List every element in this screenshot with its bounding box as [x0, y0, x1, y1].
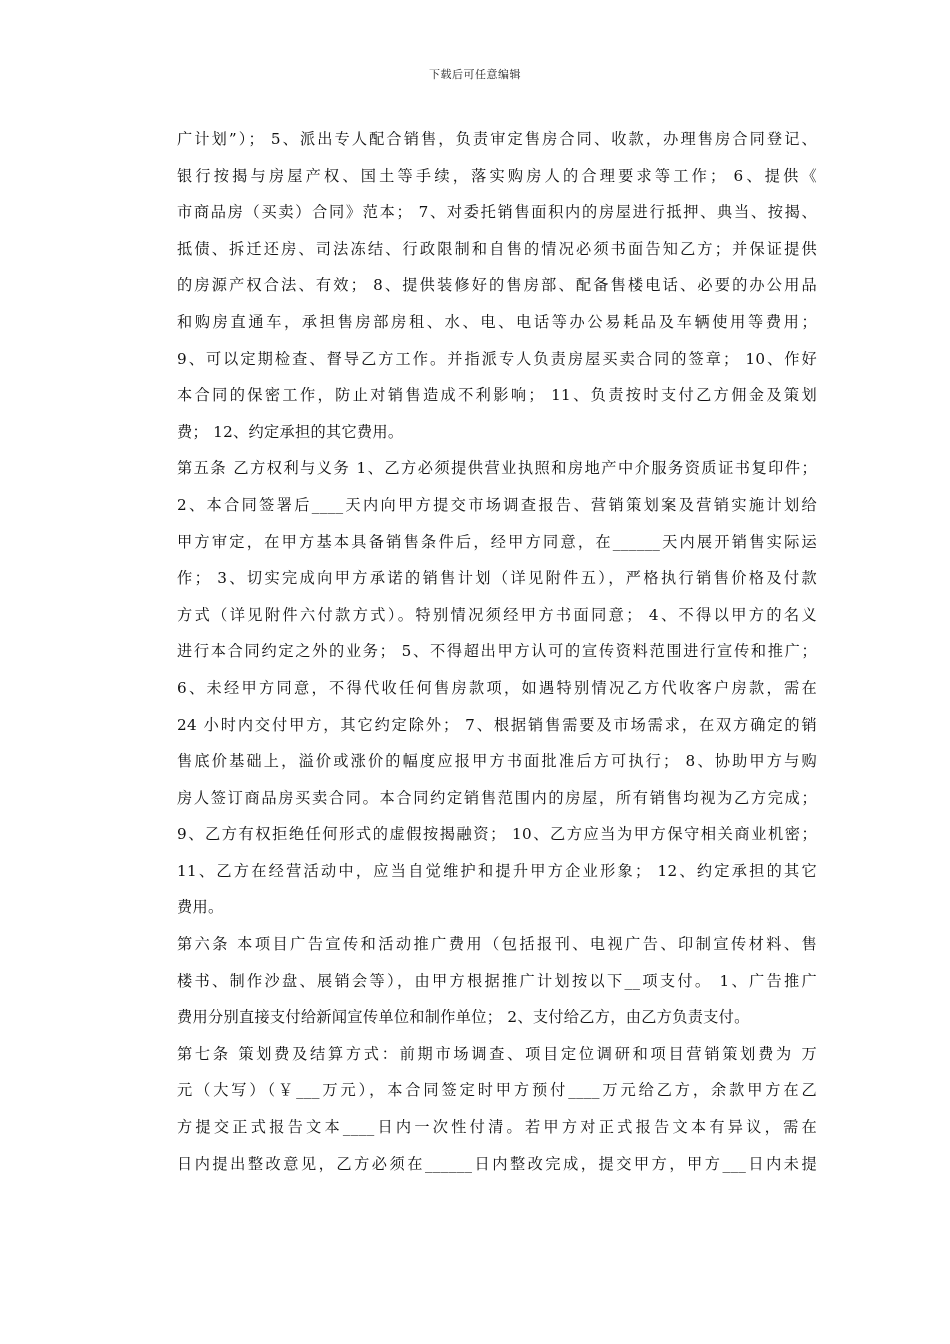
text-line: 银行按揭与房屋产权、国土等手续，落实购房人的合理要求等工作； 6、提供《 [177, 166, 817, 185]
contract-body [177, 121, 817, 1182]
text-line: 9、可以定期检查、督导乙方工作。并指派专人负责房屋买卖合同的签章； 10、作好 [177, 349, 817, 368]
text-line: 本合同的保密工作，防止对销售造成不利影响； 11、负责按时支付乙方佣金及策划 [177, 386, 817, 405]
text-line: 作； 3、切实完成向甲方承诺的销售计划（详见附件五），严格执行销售价格及付款 [177, 569, 817, 588]
text-line: 方提交正式报告文本____日内一次性付清。若甲方对正式报告文本有异议，需在 [177, 1118, 817, 1137]
text-line: 抵债、拆迁还房、司法冻结、行政限制和自售的情况必须书面告知乙方；并保证提供 [177, 239, 817, 258]
text-line: 的房源产权合法、有效； 8、提供装修好的售房部、配备售楼电话、必要的办公用品 [177, 276, 817, 295]
text-line: 费用分别直接支付给新闻宣传单位和制作单位； 2、支付给乙方，由乙方负责支付。 [177, 1008, 750, 1027]
text-line: 费用。 [177, 898, 224, 917]
text-line: 9、乙方有权拒绝任何形式的虚假按揭融资； 10、乙方应当为甲方保守相关商业机密； [177, 825, 817, 844]
text-line: 2、本合同签署后____天内向甲方提交市场调查报告、营销策划案及营销实施计划给 [177, 495, 817, 514]
text-line: 房人签订商品房买卖合同。本合同约定销售范围内的房屋，所有销售均视为乙方完成； [177, 788, 817, 807]
text-line: 第六条 本项目广告宣传和活动推广费用（包括报刊、电视广告、印制宣传材料、售 [177, 935, 817, 954]
page-header: 下载后可任意编辑 [429, 68, 521, 81]
text-line: 市商品房（买卖）合同》范本； 7、对委托销售面积内的房屋进行抵押、典当、按揭、 [177, 203, 817, 222]
text-line: 11、乙方在经营活动中，应当自觉维护和提升甲方企业形象； 12、约定承担的其它 [177, 861, 817, 880]
text-line: 和购房直通车，承担售房部房租、水、电、电话等办公易耗品及车辆使用等费用； [177, 312, 817, 331]
text-line: 第五条 乙方权利与义务 1、乙方必须提供营业执照和房地产中介服务资质证书复印件； [177, 459, 817, 478]
text-line: 方式（详见附件六付款方式）。特别情况须经甲方书面同意； 4、不得以甲方的名义 [177, 605, 817, 624]
text-line: 24 小时内交付甲方，其它约定除外； 7、根据销售需要及市场需求，在双方确定的销 [177, 715, 817, 734]
text-line: 甲方审定，在甲方基本具备销售条件后，经甲方同意，在______天内展开销售实际运 [177, 532, 817, 551]
text-line: 日内提出整改意见，乙方必须在______日内整改完成，提交甲方，甲方___日内未提 [177, 1154, 817, 1173]
text-line: 楼书、制作沙盘、展销会等），由甲方根据推广计划按以下__项支付。 1、广告推广 [177, 971, 817, 990]
text-line: 进行本合同约定之外的业务； 5、不得超出甲方认可的宣传资料范围进行宣传和推广； [177, 642, 817, 661]
text-line: 第七条 策划费及结算方式：前期市场调查、项目定位调研和项目营销策划费为 万 [177, 1044, 817, 1063]
text-line: 6、未经甲方同意，不得代收任何售房款项，如遇特别情况乙方代收客户房款，需在 [177, 678, 817, 697]
text-line: 广计划”）； 5、派出专人配合销售，负责审定售房合同、收款，办理售房合同登记、 [177, 130, 817, 148]
text-line: 元（大写）（￥___万元），本合同签定时甲方预付____万元给乙方，余款甲方在乙 [177, 1081, 817, 1100]
text-line: 费； 12、约定承担的其它费用。 [177, 422, 404, 441]
text-line: 售底价基础上，溢价或涨价的幅度应报甲方书面批准后方可执行； 8、协助甲方与购 [177, 752, 817, 771]
